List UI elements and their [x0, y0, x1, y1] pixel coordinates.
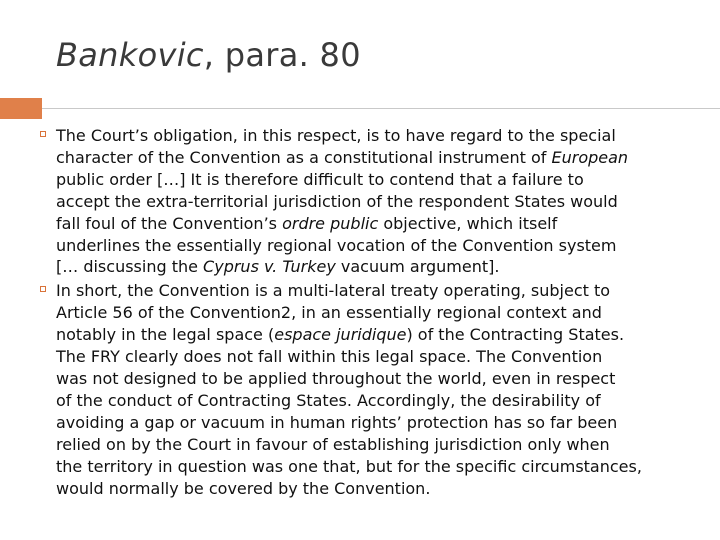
bullet-paragraph-1 [40, 125, 692, 278]
text-line [56, 302, 692, 324]
text-run: accept the extra-territorial jurisdiction of the respondent States would [56, 191, 618, 211]
text-run: vacuum argument]. [335, 257, 500, 277]
text-run: would normally be covered by the Convention. [56, 478, 431, 498]
text-run: fall foul of the Convention’s [56, 213, 283, 233]
text-line [56, 213, 692, 235]
text-line [56, 256, 692, 278]
text-line [56, 390, 692, 412]
text-run: The Court’s obligation, in this respect, is to have regard to the special [56, 126, 616, 145]
bullet-square-icon [40, 131, 46, 137]
italic-run: Cyprus v. Turkey [203, 257, 336, 277]
text-run: of the conduct of Contracting States. Accordingly, the desirability of [56, 390, 601, 410]
text-line [56, 412, 692, 434]
text-run: relied on by the Court in favour of establishing jurisdiction only when [56, 434, 610, 454]
title-rest-part: , para. 80 [203, 36, 361, 74]
text-run: character of the Convention as a constitutional instrument of [56, 147, 552, 167]
title-divider [42, 108, 720, 109]
slide-body [40, 125, 692, 501]
text-line [56, 346, 692, 368]
text-line [56, 125, 692, 147]
text-run: Article 56 of the Convention2, in an essentially regional context and [56, 303, 602, 323]
title-italic-part: Bankovic [56, 36, 204, 74]
text-run: avoiding a gap or vacuum in human rights’ protection has so far been [56, 412, 618, 432]
accent-square [0, 98, 42, 119]
text-run: the territory in question was one that, but for the specific circumstances, [56, 456, 642, 476]
text-line [56, 324, 692, 346]
text-line [56, 456, 692, 478]
text-line [56, 478, 692, 500]
italic-run: espace juridique [274, 325, 407, 345]
text-line [56, 169, 692, 191]
italic-run: ordre public [282, 213, 379, 233]
italic-run: European [551, 147, 629, 167]
text-line [56, 368, 692, 390]
text-run: ) of the Contracting States. [406, 325, 625, 345]
text-line [56, 235, 692, 257]
bullet-square-icon [40, 286, 46, 292]
text-run: In short, the Convention is a multi-lateral treaty operating, subject to [56, 281, 611, 301]
text-run: objective, which itself [378, 213, 558, 233]
text-run: [… discussing the [56, 257, 204, 277]
bullet-paragraph-2 [40, 280, 692, 499]
text-run: The FRY clearly does not fall within this legal space. The Convention [56, 347, 603, 367]
text-run: underlines the essentially regional vocation of the Convention system [56, 235, 617, 255]
text-line [56, 434, 692, 456]
text-run: public order […] It is therefore difficult to contend that a failure to [56, 169, 584, 189]
text-run: was not designed to be applied throughout the world, even in respect [56, 368, 616, 388]
text-line [56, 280, 692, 302]
slide-title [56, 36, 361, 74]
text-line [56, 147, 692, 169]
text-run: notably in the legal space ( [56, 325, 275, 345]
text-line [56, 191, 692, 213]
